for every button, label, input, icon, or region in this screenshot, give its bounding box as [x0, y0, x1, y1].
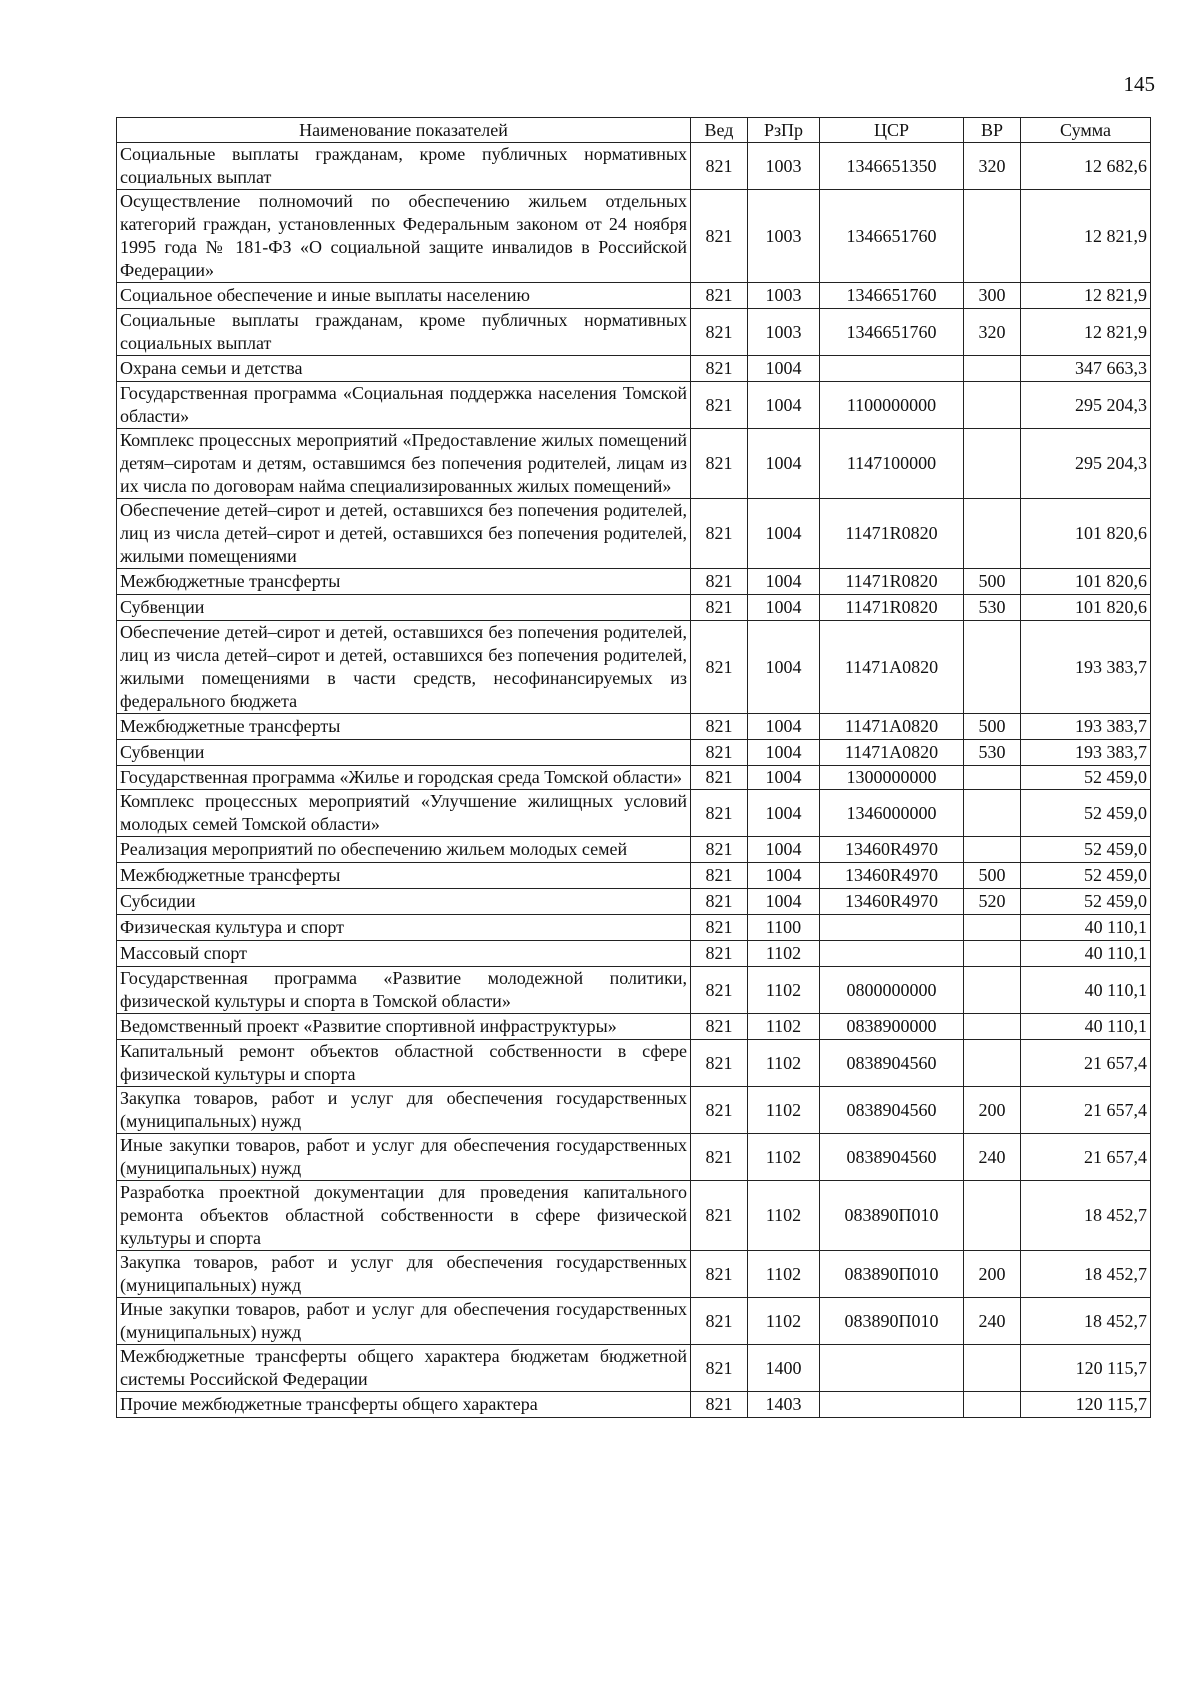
cell-csr: 1346651350: [820, 143, 964, 190]
cell-ved: 821: [691, 1040, 748, 1087]
cell-vr: 530: [964, 740, 1021, 766]
cell-rzpr: 1003: [748, 143, 820, 190]
cell-sum: 40 110,1: [1021, 915, 1151, 941]
cell-csr: 0838904560: [820, 1134, 964, 1181]
table-row: [117, 740, 1151, 766]
cell-sum: 40 110,1: [1021, 941, 1151, 967]
table-row: [117, 309, 1151, 356]
cell-vr: 520: [964, 889, 1021, 915]
table-row: [117, 382, 1151, 429]
cell-sum: 120 115,7: [1021, 1345, 1151, 1392]
cell-rzpr: 1403: [748, 1392, 820, 1418]
cell-ved: 821: [691, 1181, 748, 1251]
cell-rzpr: 1004: [748, 790, 820, 837]
cell-rzpr: 1004: [748, 863, 820, 889]
cell-name: Капитальный ремонт объектов областной собственности в сфере физической культуры и спорта: [117, 1040, 691, 1087]
cell-ved: 821: [691, 863, 748, 889]
cell-csr: [820, 915, 964, 941]
cell-csr: 1346651760: [820, 283, 964, 309]
table-row: [117, 1087, 1151, 1134]
cell-name: Межбюджетные трансферты: [117, 714, 691, 740]
cell-csr: 083890П010: [820, 1181, 964, 1251]
cell-rzpr: 1004: [748, 621, 820, 714]
table-row: [117, 967, 1151, 1014]
table-row: [117, 1392, 1151, 1418]
table-row: [117, 190, 1151, 283]
cell-ved: 821: [691, 941, 748, 967]
table-row: [117, 1298, 1151, 1345]
cell-ved: 821: [691, 621, 748, 714]
cell-rzpr: 1004: [748, 889, 820, 915]
cell-ved: 821: [691, 382, 748, 429]
header-name: Наименование показателей: [117, 118, 691, 143]
cell-vr: 320: [964, 309, 1021, 356]
cell-sum: 40 110,1: [1021, 1014, 1151, 1040]
cell-rzpr: 1004: [748, 766, 820, 790]
cell-vr: [964, 1040, 1021, 1087]
cell-csr: 1346651760: [820, 190, 964, 283]
cell-csr: 13460R4970: [820, 889, 964, 915]
table-header-row: [117, 118, 1151, 143]
table-row: [117, 1014, 1151, 1040]
cell-csr: 0800000000: [820, 967, 964, 1014]
cell-vr: [964, 190, 1021, 283]
cell-vr: [964, 941, 1021, 967]
cell-csr: 11471R0820: [820, 499, 964, 569]
cell-ved: 821: [691, 1087, 748, 1134]
table-row: [117, 837, 1151, 863]
cell-sum: 120 115,7: [1021, 1392, 1151, 1418]
cell-rzpr: 1004: [748, 569, 820, 595]
cell-vr: 500: [964, 569, 1021, 595]
header-vr: ВР: [964, 118, 1021, 143]
cell-vr: 320: [964, 143, 1021, 190]
cell-ved: 821: [691, 1298, 748, 1345]
table-row: [117, 941, 1151, 967]
cell-csr: 0838904560: [820, 1040, 964, 1087]
cell-name: Государственная программа «Развитие молодежной политики, физической культуры и спорта в Томской области»: [117, 967, 691, 1014]
table-row: [117, 1251, 1151, 1298]
cell-name: Комплекс процессных мероприятий «Улучшение жилищных условий молодых семей Томской области»: [117, 790, 691, 837]
cell-rzpr: 1004: [748, 356, 820, 382]
cell-vr: [964, 915, 1021, 941]
cell-csr: 1147100000: [820, 429, 964, 499]
cell-name: Охрана семьи и детства: [117, 356, 691, 382]
cell-sum: 193 383,7: [1021, 621, 1151, 714]
cell-name: Осуществление полномочий по обеспечению жильем отдельных категорий граждан, установленных Федеральным законом от 24 ноября 1995 года № 181-ФЗ «О социальной защите инвалидов в Российской Федерации»: [117, 190, 691, 283]
cell-csr: 083890П010: [820, 1251, 964, 1298]
cell-sum: 21 657,4: [1021, 1134, 1151, 1181]
table-row: [117, 1134, 1151, 1181]
cell-sum: 295 204,3: [1021, 429, 1151, 499]
cell-ved: 821: [691, 967, 748, 1014]
cell-name: Межбюджетные трансферты общего характера бюджетам бюджетной системы Российской Федерации: [117, 1345, 691, 1392]
cell-rzpr: 1004: [748, 714, 820, 740]
cell-ved: 821: [691, 889, 748, 915]
cell-ved: 821: [691, 915, 748, 941]
cell-ved: 821: [691, 837, 748, 863]
table-row: [117, 1181, 1151, 1251]
cell-rzpr: 1102: [748, 1298, 820, 1345]
cell-name: Реализация мероприятий по обеспечению жильем молодых семей: [117, 837, 691, 863]
cell-name: Массовый спорт: [117, 941, 691, 967]
cell-csr: 11471А0820: [820, 621, 964, 714]
cell-csr: 1346000000: [820, 790, 964, 837]
table-row: [117, 863, 1151, 889]
cell-rzpr: 1004: [748, 382, 820, 429]
cell-name: Межбюджетные трансферты: [117, 863, 691, 889]
cell-name: Социальные выплаты гражданам, кроме публичных нормативных социальных выплат: [117, 309, 691, 356]
cell-ved: 821: [691, 740, 748, 766]
cell-name: Социальные выплаты гражданам, кроме публичных нормативных социальных выплат: [117, 143, 691, 190]
cell-vr: [964, 766, 1021, 790]
cell-rzpr: 1400: [748, 1345, 820, 1392]
cell-csr: [820, 1392, 964, 1418]
cell-name: Субсидии: [117, 889, 691, 915]
table-row: [117, 1040, 1151, 1087]
cell-name: Субвенции: [117, 740, 691, 766]
cell-csr: 11471R0820: [820, 595, 964, 621]
cell-ved: 821: [691, 1392, 748, 1418]
cell-sum: 52 459,0: [1021, 863, 1151, 889]
cell-vr: [964, 837, 1021, 863]
cell-ved: 821: [691, 190, 748, 283]
cell-rzpr: 1102: [748, 1087, 820, 1134]
cell-csr: [820, 356, 964, 382]
cell-sum: 52 459,0: [1021, 837, 1151, 863]
cell-sum: 101 820,6: [1021, 595, 1151, 621]
cell-csr: 1300000000: [820, 766, 964, 790]
cell-sum: 12 821,9: [1021, 309, 1151, 356]
cell-vr: [964, 621, 1021, 714]
cell-vr: 530: [964, 595, 1021, 621]
cell-csr: 11471А0820: [820, 740, 964, 766]
cell-name: Субвенции: [117, 595, 691, 621]
cell-ved: 821: [691, 569, 748, 595]
cell-sum: 52 459,0: [1021, 889, 1151, 915]
table-row: [117, 499, 1151, 569]
cell-ved: 821: [691, 766, 748, 790]
cell-ved: 821: [691, 790, 748, 837]
cell-sum: 12 821,9: [1021, 190, 1151, 283]
cell-csr: 13460R4970: [820, 837, 964, 863]
cell-rzpr: 1003: [748, 190, 820, 283]
cell-sum: 101 820,6: [1021, 499, 1151, 569]
cell-ved: 821: [691, 1251, 748, 1298]
cell-sum: 18 452,7: [1021, 1181, 1151, 1251]
cell-name: Государственная программа «Социальная поддержка населения Томской области»: [117, 382, 691, 429]
cell-name: Ведомственный проект «Развитие спортивной инфраструктуры»: [117, 1014, 691, 1040]
cell-rzpr: 1102: [748, 967, 820, 1014]
header-csr: ЦСР: [820, 118, 964, 143]
cell-ved: 821: [691, 143, 748, 190]
cell-ved: 821: [691, 309, 748, 356]
cell-ved: 821: [691, 1134, 748, 1181]
cell-rzpr: 1003: [748, 283, 820, 309]
cell-name: Обеспечение детей–сирот и детей, оставшихся без попечения родителей, лиц из числа детей–сирот и детей, оставшихся без попечения родителей, жилыми помещениями в части средств, несофинансируемых из федерального бюджета: [117, 621, 691, 714]
table-row: [117, 429, 1151, 499]
cell-ved: 821: [691, 283, 748, 309]
cell-sum: 21 657,4: [1021, 1040, 1151, 1087]
table-row: [117, 790, 1151, 837]
cell-name: Закупка товаров, работ и услуг для обеспечения государственных (муниципальных) нужд: [117, 1087, 691, 1134]
cell-rzpr: 1102: [748, 1014, 820, 1040]
cell-vr: 200: [964, 1251, 1021, 1298]
table-row: [117, 621, 1151, 714]
cell-name: Разработка проектной документации для проведения капитального ремонта объектов областной собственности в сфере физической культуры и спорта: [117, 1181, 691, 1251]
table-row: [117, 889, 1151, 915]
cell-vr: 300: [964, 283, 1021, 309]
cell-ved: 821: [691, 356, 748, 382]
table-row: [117, 915, 1151, 941]
cell-rzpr: 1004: [748, 837, 820, 863]
cell-name: Физическая культура и спорт: [117, 915, 691, 941]
budget-table: [116, 117, 1151, 1418]
cell-vr: [964, 1345, 1021, 1392]
cell-vr: [964, 790, 1021, 837]
table-row: [117, 283, 1151, 309]
cell-csr: 13460R4970: [820, 863, 964, 889]
cell-vr: 200: [964, 1087, 1021, 1134]
cell-name: Государственная программа «Жилье и городская среда Томской области»: [117, 766, 691, 790]
cell-vr: [964, 499, 1021, 569]
cell-vr: 240: [964, 1134, 1021, 1181]
cell-rzpr: 1004: [748, 499, 820, 569]
cell-rzpr: 1102: [748, 941, 820, 967]
cell-name: Социальное обеспечение и иные выплаты населению: [117, 283, 691, 309]
cell-vr: [964, 967, 1021, 1014]
cell-sum: 12 682,6: [1021, 143, 1151, 190]
header-ved: Вед: [691, 118, 748, 143]
cell-sum: 21 657,4: [1021, 1087, 1151, 1134]
cell-sum: 40 110,1: [1021, 967, 1151, 1014]
cell-vr: [964, 356, 1021, 382]
cell-rzpr: 1004: [748, 429, 820, 499]
table-row: [117, 1345, 1151, 1392]
cell-vr: [964, 1014, 1021, 1040]
header-sum: Сумма: [1021, 118, 1151, 143]
cell-name: Комплекс процессных мероприятий «Предоставление жилых помещений детям–сиротам и детям, оставшимся без попечения родителей, лицам из их числа по договорам найма специализированных жилых помещений»: [117, 429, 691, 499]
cell-sum: 52 459,0: [1021, 766, 1151, 790]
cell-csr: 11471А0820: [820, 714, 964, 740]
cell-sum: 193 383,7: [1021, 714, 1151, 740]
cell-vr: 500: [964, 863, 1021, 889]
cell-name: Иные закупки товаров, работ и услуг для обеспечения государственных (муниципальных) нужд: [117, 1298, 691, 1345]
cell-vr: [964, 382, 1021, 429]
cell-csr: [820, 941, 964, 967]
cell-rzpr: 1003: [748, 309, 820, 356]
cell-vr: [964, 429, 1021, 499]
cell-ved: 821: [691, 429, 748, 499]
cell-csr: 083890П010: [820, 1298, 964, 1345]
cell-ved: 821: [691, 499, 748, 569]
table-row: [117, 714, 1151, 740]
cell-csr: 1100000000: [820, 382, 964, 429]
cell-csr: [820, 1345, 964, 1392]
cell-vr: [964, 1392, 1021, 1418]
cell-rzpr: 1102: [748, 1134, 820, 1181]
cell-rzpr: 1004: [748, 740, 820, 766]
cell-csr: 1346651760: [820, 309, 964, 356]
table-row: [117, 356, 1151, 382]
cell-sum: 52 459,0: [1021, 790, 1151, 837]
cell-name: Обеспечение детей–сирот и детей, оставшихся без попечения родителей, лиц из числа детей–сирот и детей, оставшихся без попечения родителей, жилыми помещениями: [117, 499, 691, 569]
cell-name: Закупка товаров, работ и услуг для обеспечения государственных (муниципальных) нужд: [117, 1251, 691, 1298]
cell-sum: 18 452,7: [1021, 1251, 1151, 1298]
cell-ved: 821: [691, 595, 748, 621]
page-number: 145: [1123, 72, 1155, 96]
cell-rzpr: 1004: [748, 595, 820, 621]
cell-ved: 821: [691, 1014, 748, 1040]
table-row: [117, 143, 1151, 190]
cell-ved: 821: [691, 1345, 748, 1392]
table-row: [117, 595, 1151, 621]
cell-sum: 12 821,9: [1021, 283, 1151, 309]
cell-sum: 295 204,3: [1021, 382, 1151, 429]
cell-rzpr: 1102: [748, 1251, 820, 1298]
cell-sum: 347 663,3: [1021, 356, 1151, 382]
cell-vr: 240: [964, 1298, 1021, 1345]
cell-name: Прочие межбюджетные трансферты общего характера: [117, 1392, 691, 1418]
header-rzpr: РзПр: [748, 118, 820, 143]
table-row: [117, 569, 1151, 595]
table-row: [117, 766, 1151, 790]
cell-rzpr: 1102: [748, 1181, 820, 1251]
cell-vr: [964, 1181, 1021, 1251]
cell-csr: 0838900000: [820, 1014, 964, 1040]
cell-rzpr: 1102: [748, 1040, 820, 1087]
cell-sum: 101 820,6: [1021, 569, 1151, 595]
cell-name: Межбюджетные трансферты: [117, 569, 691, 595]
cell-rzpr: 1100: [748, 915, 820, 941]
cell-csr: 11471R0820: [820, 569, 964, 595]
cell-name: Иные закупки товаров, работ и услуг для обеспечения государственных (муниципальных) нужд: [117, 1134, 691, 1181]
cell-csr: 0838904560: [820, 1087, 964, 1134]
cell-sum: 18 452,7: [1021, 1298, 1151, 1345]
cell-vr: 500: [964, 714, 1021, 740]
cell-ved: 821: [691, 714, 748, 740]
cell-sum: 193 383,7: [1021, 740, 1151, 766]
